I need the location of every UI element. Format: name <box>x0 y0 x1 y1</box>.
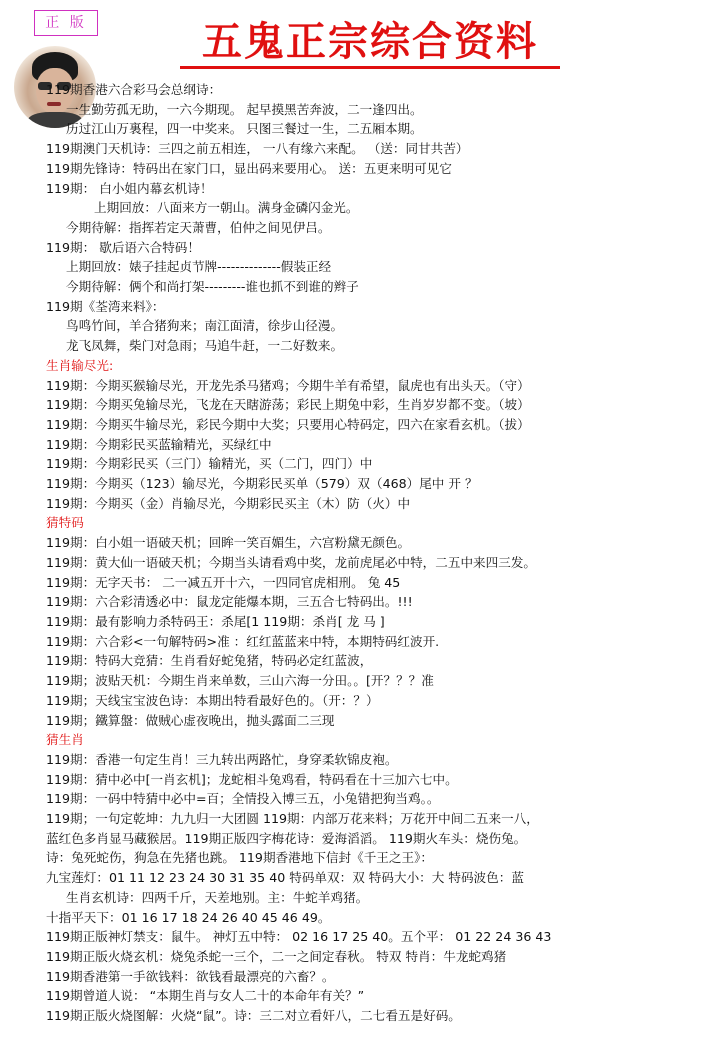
text-line: 119期：今期买猴输尽光，开龙先杀马猪鸡；今期牛羊有希望，鼠虎也有出头天。（守） <box>46 377 530 393</box>
section-heading: 生肖输尽光: <box>46 357 114 373</box>
text-line: 119期：今期买（金）肖输尽光，今期彩民买主（木）防（火）中 <box>46 495 411 511</box>
text-line: 诗：兔死蛇伤，狗急在先猪也跳。 119期香港地下信封《千王之王》： <box>46 850 433 866</box>
text-line: 119期曾道人说： “本期生肖与女人二十的本命年有关？” <box>46 988 365 1004</box>
genuine-badge: 正 版 <box>34 10 98 36</box>
text-line: 九宝莲灯：01 11 12 23 24 30 31 35 40 特码单双：双 特码大小：大 特码波色：蓝 <box>46 870 524 886</box>
text-line: 今期待解：俩个和尚打架---------谁也抓不到谁的辫子 <box>66 279 359 295</box>
text-line: 119期：今期彩民买（三门）输精光，买（二门，四门）中 <box>46 456 373 472</box>
text-line: 龙飞凤舞，柴门对急雨；马追牛赶，一二好数来。 <box>66 338 344 354</box>
text-line: 鸟鸣竹间，羊合猪狗来；南江面清，徐步山径漫。 <box>66 318 344 334</box>
text-line: 119期：香港一句定生肖！三九转出两路忙，身穿柔软锦皮袍。 <box>46 751 398 767</box>
document-body <box>46 80 697 1026</box>
text-line: 119期：六合彩<一句解特码>准 ：红红蓝蓝来中特，本期特码红波开. <box>46 633 440 649</box>
text-line: 119期正版火烧玄机：烧兔杀蛇一三个，二一之间定春秋。 特双 特肖：牛龙蛇鸡猪 <box>46 948 507 964</box>
page-title: 五鬼正宗综合资料 <box>180 18 560 69</box>
text-line: 119期：最有影响力杀特码王：杀尾[1 119期：杀肖[ 龙 马 ] <box>46 613 385 629</box>
text-line: 119期：今期买牛输尽光，彩民今期中大奖；只要用心特码定，四六在家看玄机。（拔） <box>46 416 530 432</box>
text-line: 历过江山万裏程，四一中奖来。 只图三餐过一生，二五厢本期。 <box>66 121 423 137</box>
text-line: 119期：今期买（123）输尽光，今期彩民买单（579）双（468）尾中 开 ？ <box>46 476 478 492</box>
text-line: 119期正版神灯禁支：鼠牛。 神灯五中特： 02 16 17 25 40。五个平： 01 22 24 36 43 <box>46 929 552 945</box>
text-line: 上期回放：八面来方一朝山。满身金磷闪金光。 <box>94 200 359 216</box>
text-line: 119期： 白小姐内幕玄机诗！ <box>46 180 213 196</box>
text-line: 蓝红色多肖显马藏猴居。119期正版四字梅花诗：爱海滔滔。 119期火车头：烧伤兔。 <box>46 830 527 846</box>
text-line: 119期；鐵算盤：做贼心虚夜晚出，抛头露面二三现 <box>46 712 335 728</box>
text-line: 119期《荃湾来料》： <box>46 298 165 314</box>
text-line: 119期；波贴天机：今期生肖来单数，三山六海一分田。。[开？？？准 <box>46 673 434 689</box>
text-line: 119期：今期彩民买蓝输精光，买绿红中 <box>46 436 272 452</box>
text-line: 119期：今期买兔输尽光，飞龙在天瞎游荡；彩民上期兔中彩，生肖岁岁都不变。（坡） <box>46 397 530 413</box>
text-line: 119期：白小姐一语破天机；回眸一笑百媚生，六宫粉黛无颜色。 <box>46 535 411 551</box>
text-line: 119期；天线宝宝波色诗：本期出特看最好色的。（开：？） <box>46 692 379 708</box>
text-line: 119期澳门天机诗：三四之前五相连， 一八有缘六来配。 （送：同甘共苦） <box>46 141 469 157</box>
section-heading: 猜特码 <box>46 515 84 531</box>
text-line: 119期；一句定乾坤：九九归一大团圆 119期：内部万花来料；万花开中间二五来一八， <box>46 811 539 827</box>
text-line: 119期正版火烧图解：火烧“鼠”。诗：三二对立看奸八，二七看五是好码。 <box>46 1008 461 1024</box>
text-line: 119期：猜中必中[一肖玄机]；龙蛇相斗兔鸡看，特码看在十三加六七中。 <box>46 771 458 787</box>
text-line: 119期：特码大竞猜：生肖看好蛇兔猪，特码必定红蓝波， <box>46 653 373 669</box>
text-line: 119期：无字天书： 二一减五开十六，一四同官虎相刑。 兔 45 <box>46 574 401 590</box>
text-line: 119期：六合彩清透必中：鼠龙定能爆本期，三五合七特码出。!!! <box>46 594 413 610</box>
text-line: 今期待解：指挥若定天萧曹，伯仲之间见伊吕。 <box>66 219 331 235</box>
text-line: 119期： 歇后语六合特码！ <box>46 239 200 255</box>
text-line: 119期：一码中特猜中必中=百；全情投入博三五，小兔错把狗当鸡。。 <box>46 791 440 807</box>
text-line: 119期：黄大仙一语破天机；今期当头请看鸡中奖，龙前虎尾必中特，二五中来四三发。 <box>46 554 537 570</box>
text-line: 119期香港第一手欲钱料：欲钱看最漂亮的六畜？。 <box>46 968 335 984</box>
text-line: 一生勤劳孤无助，一六今期现。 起早摸黑苦奔波，二一逢四出。 <box>66 101 423 117</box>
text-line: 上期回放：婊子挂起贞节牌--------------假装正经 <box>66 259 332 275</box>
text-line: 119期先锋诗：特码出在家门口，显出码来要用心。 送：五更来明可见它 <box>46 160 452 176</box>
section-heading: 猜生肖 <box>46 732 84 748</box>
text-line: 119期香港六合彩马会总纲诗： <box>46 82 222 97</box>
text-line: 十指平天下：01 16 17 18 24 26 40 45 46 49。 <box>46 909 331 925</box>
text-line: 生肖玄机诗：四两千斤，天差地别。主：牛蛇羊鸡猪。 <box>66 889 369 905</box>
